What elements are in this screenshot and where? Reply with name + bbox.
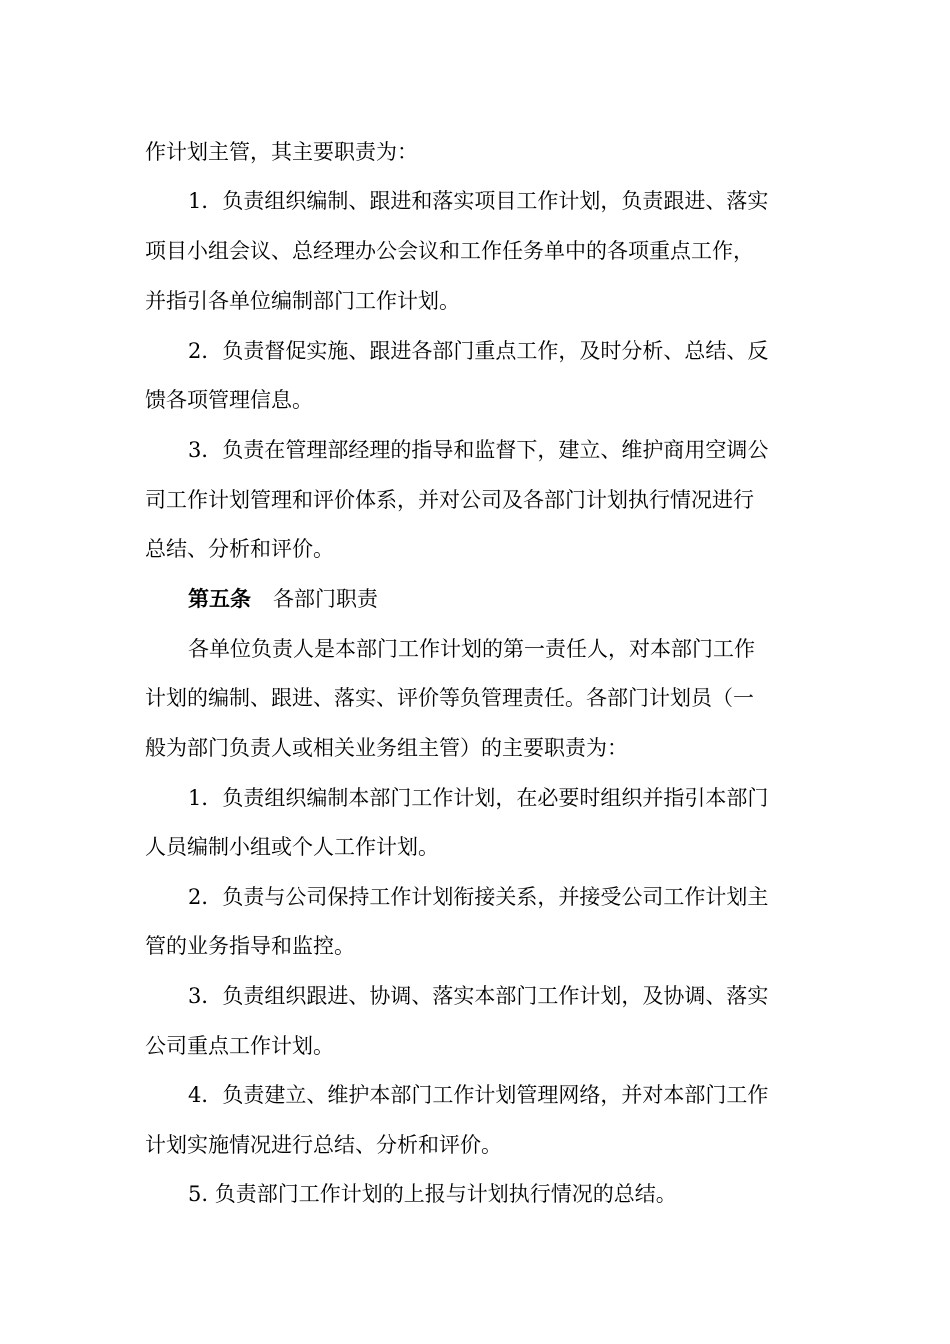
paragraph-line: 管的业务指导和监控。 <box>145 934 355 958</box>
paragraph-line: 司工作计划管理和评价体系，并对公司及各部门计划执行情况进行 <box>145 488 754 512</box>
paragraph-line: 4．负责建立、维护本部门工作计划管理网络，并对本部门工作 <box>188 1083 769 1107</box>
article-heading <box>188 585 810 613</box>
paragraph-line: 3．负责在管理部经理的指导和监督下，建立、维护商用空调公 <box>188 438 769 462</box>
paragraph-line: 计划实施情况进行总结、分析和评价。 <box>145 1133 502 1157</box>
article-title: 各部门职责 <box>273 587 378 611</box>
paragraph-line: 馈各项管理信息。 <box>145 388 313 412</box>
paragraph-line: 并指引各单位编制部门工作计划。 <box>145 289 460 313</box>
paragraph-line: 总结、分析和评价。 <box>145 537 334 561</box>
paragraph-line: 人员编制小组或个人工作计划。 <box>145 835 439 859</box>
paragraph-line: 各单位负责人是本部门工作计划的第一责任人，对本部门工作 <box>188 637 755 661</box>
paragraph-line: 1．负责组织编制、跟进和落实项目工作计划，负责跟进、落实 <box>188 189 769 213</box>
paragraph-line: 3．负责组织跟进、协调、落实本部门工作计划，及协调、落实 <box>188 984 769 1008</box>
paragraph-line: 作计划主管，其主要职责为： <box>145 140 418 164</box>
paragraph-line: 般为部门负责人或相关业务组主管）的主要职责为： <box>145 736 628 760</box>
paragraph-line: 2．负责督促实施、跟进各部门重点工作，及时分析、总结、反 <box>188 339 769 363</box>
paragraph-line: 项目小组会议、总经理办公会议和工作任务单中的各项重点工作， <box>145 239 754 263</box>
paragraph-line: 计划的编制、跟进、落实、评价等负管理责任。各部门计划员（一 <box>145 686 754 710</box>
article-number: 第五条 <box>188 586 251 611</box>
paragraph-line: 2．负责与公司保持工作计划衔接关系，并接受公司工作计划主 <box>188 885 769 909</box>
paragraph-line: 5. 负责部门工作计划的上报与计划执行情况的总结。 <box>188 1182 677 1206</box>
paragraph-line: 1．负责组织编制本部门工作计划，在必要时组织并指引本部门 <box>188 786 769 810</box>
paragraph-line: 公司重点工作计划。 <box>145 1034 334 1058</box>
